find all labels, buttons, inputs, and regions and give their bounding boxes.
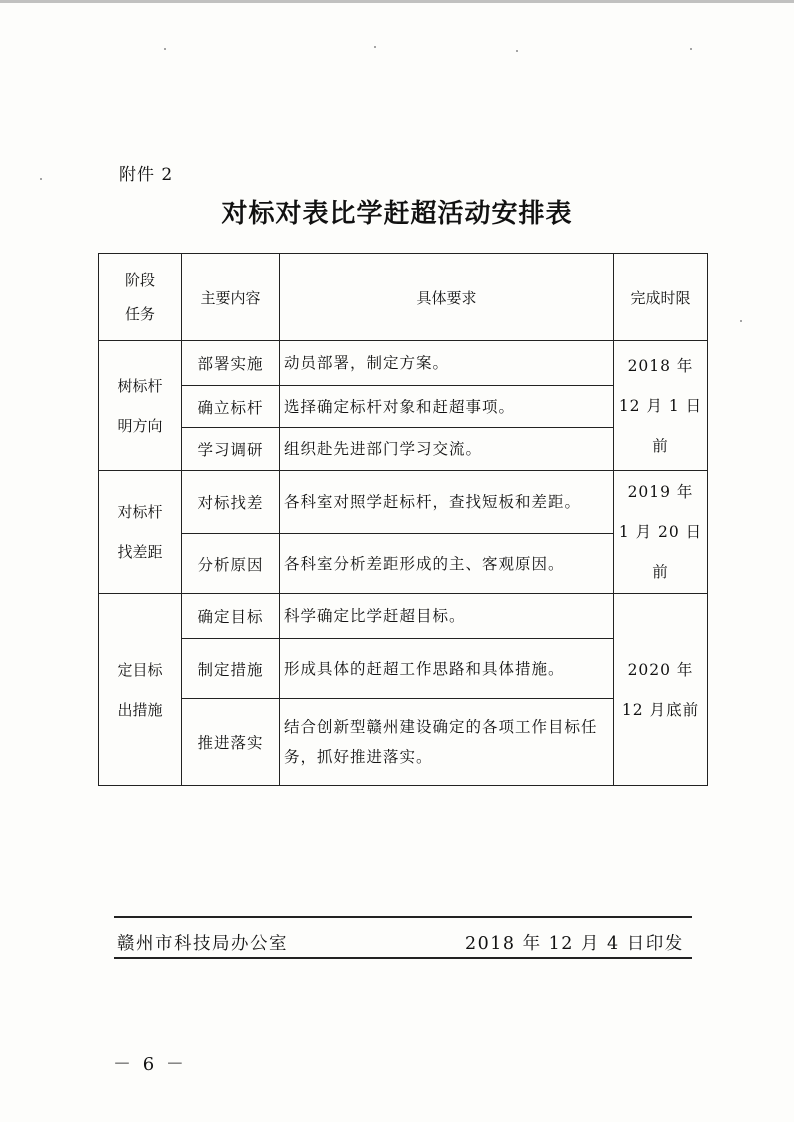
content-cell: 推进落实 <box>182 699 280 786</box>
stage-name <box>99 471 182 594</box>
header-stage-line-2: 任务 <box>124 305 155 323</box>
header-deadline: 完成时限 <box>614 254 708 341</box>
schedule-table <box>98 253 708 786</box>
scan-speck <box>374 46 376 48</box>
deadline-line: 2018 年 <box>627 356 694 375</box>
header-content: 主要内容 <box>182 254 280 341</box>
content-cell: 确立标杆 <box>182 386 280 428</box>
deadline-line: 1 月 20 日前 <box>618 523 703 581</box>
requirement-cell: 选择确定标杆对象和赶超事项。 <box>280 386 614 428</box>
content-cell: 分析原因 <box>182 534 280 594</box>
requirement-cell: 组织赴先进部门学习交流。 <box>280 428 614 471</box>
content-cell: 制定措施 <box>182 639 280 699</box>
stage-name-line: 定目标 <box>117 660 163 679</box>
content-cell: 学习调研 <box>182 428 280 471</box>
requirement-cell: 科学确定比学赶超目标。 <box>280 594 614 639</box>
stage-name-line: 找差距 <box>117 543 163 561</box>
content-cell: 确定目标 <box>182 594 280 639</box>
content-cell: 对标找差 <box>182 471 280 534</box>
scan-speck <box>164 48 166 50</box>
deadline-line: 2019 年 <box>627 483 694 501</box>
scan-speck <box>40 178 42 180</box>
deadline-line: 12 月底前 <box>621 700 700 719</box>
requirement-cell: 结合创新型赣州建设确定的各项工作目标任务，抓好推进落实。 <box>280 699 614 786</box>
header-requirement: 具体要求 <box>280 254 614 341</box>
page-title: 对标对表比学赶超活动安排表 <box>221 199 573 229</box>
scan-speck <box>690 48 692 50</box>
footer-rule-bottom <box>114 957 692 959</box>
content-cell: 部署实施 <box>182 341 280 386</box>
deadline-cell <box>614 594 708 786</box>
deadline-line: 2020 年 <box>627 660 694 679</box>
deadline-cell <box>614 471 708 594</box>
requirement-cell: 形成具体的赶超工作思路和具体措施。 <box>280 639 614 699</box>
scan-speck <box>516 50 518 52</box>
header-stage <box>99 254 182 341</box>
scan-top-edge <box>0 0 794 3</box>
table-row <box>99 341 708 386</box>
header-stage-line-1: 阶段 <box>124 271 155 289</box>
deadline-line: 12 月 1 日前 <box>618 396 703 455</box>
stage-name-line: 对标杆 <box>117 503 163 521</box>
requirement-cell: 动员部署，制定方案。 <box>280 341 614 386</box>
deadline-cell <box>614 341 708 471</box>
table-header-row <box>99 254 708 341</box>
stage-name <box>99 594 182 786</box>
footer-rule-top <box>114 916 692 918</box>
table-row <box>99 594 708 639</box>
table-row <box>99 471 708 534</box>
scan-speck <box>740 320 742 322</box>
footer-issue-date: 2018 年 12 月 4 日印发 <box>465 934 684 954</box>
stage-name-line: 明方向 <box>117 416 163 435</box>
page-number: － 6 － <box>113 1054 187 1075</box>
stage-name-line: 出措施 <box>117 700 163 719</box>
stage-name-line: 树标杆 <box>117 376 163 395</box>
attachment-label: 附件 2 <box>119 165 174 185</box>
requirement-cell: 各科室对照学赶标杆，查找短板和差距。 <box>280 471 614 534</box>
stage-name <box>99 341 182 471</box>
footer-issuer: 赣州市科技局办公室 <box>117 934 288 954</box>
requirement-cell: 各科室分析差距形成的主、客观原因。 <box>280 534 614 594</box>
